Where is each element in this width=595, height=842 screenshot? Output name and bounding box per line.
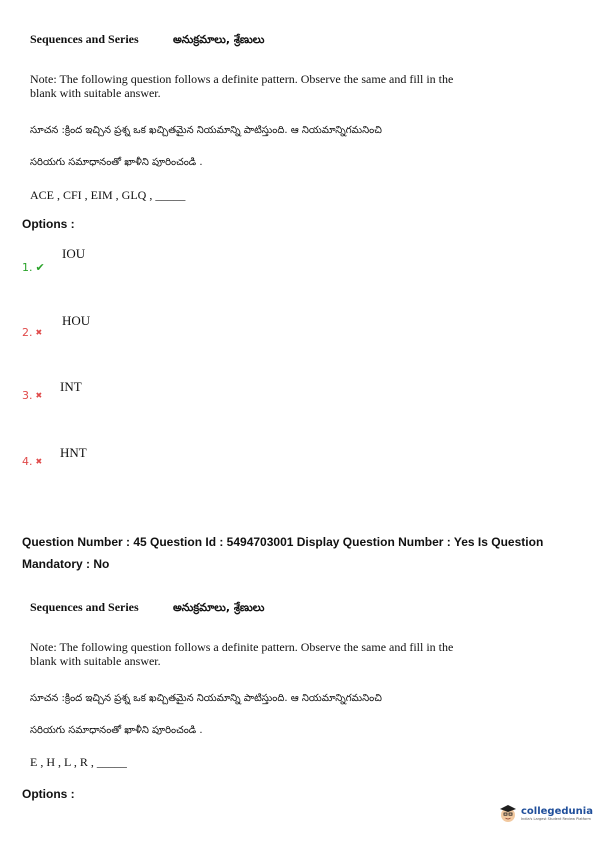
option-text: IOU <box>62 246 86 261</box>
question-note-telugu-line2: సరియగు సమాధానంతో ఖాళీని పూరించండి . <box>30 725 203 736</box>
option-2[interactable] <box>22 326 42 339</box>
question-sequence: E , H , L , R , _____ <box>30 755 127 769</box>
option-text: HNT <box>60 445 87 460</box>
check-icon: ✔ <box>35 261 45 274</box>
cross-icon: ✖ <box>35 328 43 337</box>
option-number: 4. <box>22 455 33 468</box>
logo-tagline: India's Largest Student Review Platform <box>521 816 591 821</box>
option-1[interactable] <box>22 261 45 274</box>
question-header: Question Number : 45 Question Id : 5494703001 Display Question Number : Yes Is Question Mandatory : No <box>22 535 544 571</box>
option-text: HOU <box>62 313 91 328</box>
topic-english: Sequences and Series <box>30 600 139 614</box>
question-note-telugu-line2: సరియగు సమాధానంతో ఖాళీని పూరించండి . <box>30 157 203 168</box>
option-3[interactable] <box>22 389 42 402</box>
question-note-telugu-line1: సూచన :క్రింద ఇచ్చిన ప్రశ్న ఒక ఖచ్చితమైన నియమాన్ని పాటిస్తుంది. ఆ నియమాన్నిగమనించి <box>30 693 382 704</box>
topic-telugu: అనుక్రమాలు, శ్రేణులు <box>173 601 265 614</box>
logo-name: collegedunia <box>521 805 593 817</box>
question-note: Note: The following question follows a definite pattern. Observe the same and fill in the blank with suitable answer. <box>30 640 454 668</box>
cross-icon: ✖ <box>35 457 43 466</box>
option-number: 1. <box>22 261 33 274</box>
question-note-telugu-line1: సూచన :క్రింద ఇచ్చిన ప్రశ్న ఒక ఖచ్చితమైన నియమాన్ని పాటిస్తుంది. ఆ నియమాన్నిగమనించి <box>30 125 382 136</box>
option-number: 3. <box>22 389 33 402</box>
question-note: Note: The following question follows a definite pattern. Observe the same and fill in the blank with suitable answer. <box>30 72 454 100</box>
topic-telugu: అనుక్రమాలు, శ్రేణులు <box>173 33 265 46</box>
graduate-mascot-icon <box>498 803 518 823</box>
question-sequence: ACE , CFI , EIM , GLQ , _____ <box>30 188 186 202</box>
topic-english: Sequences and Series <box>30 32 139 46</box>
collegedunia-logo <box>498 803 593 823</box>
option-text: INT <box>60 379 82 394</box>
options-heading: Options : <box>22 787 75 801</box>
option-number: 2. <box>22 326 33 339</box>
cross-icon: ✖ <box>35 391 43 400</box>
options-heading: Options : <box>22 217 75 231</box>
option-4[interactable] <box>22 455 42 468</box>
